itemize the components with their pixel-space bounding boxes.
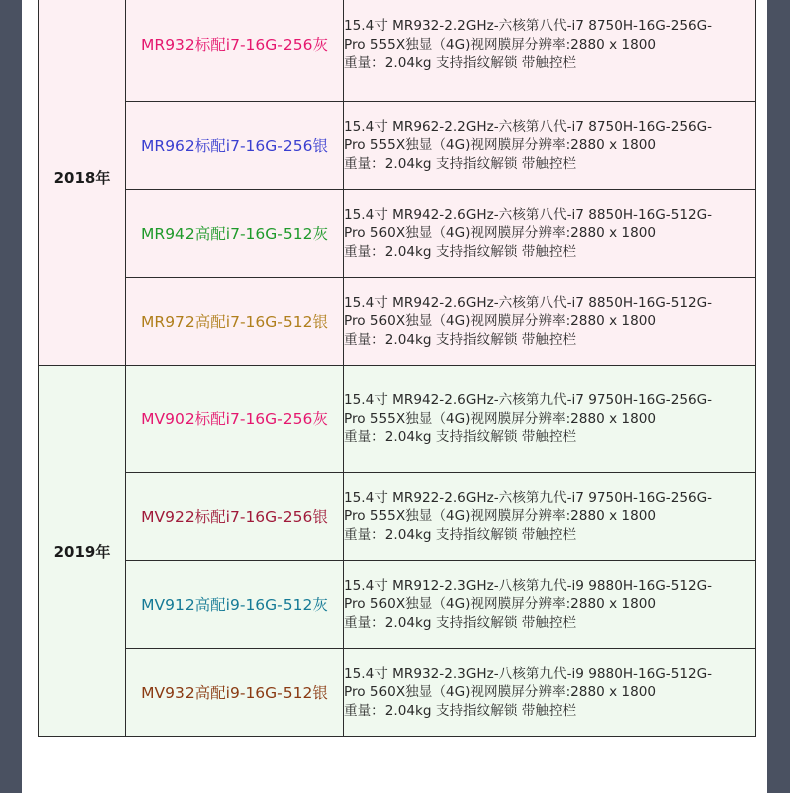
spec-line: 15.4寸 MR922-2.6GHz-六核第九代-i7 9750H-16G-256G-: [344, 489, 713, 506]
table-row: [39, 561, 756, 649]
spec-description: [344, 278, 756, 366]
table-row: [39, 366, 756, 473]
spec-description: [344, 473, 756, 561]
spec-line: 15.4寸 MR942-2.6GHz-六核第九代-i7 9750H-16G-256G-: [344, 392, 713, 409]
spec-line: Pro 555X独显（4G)视网膜屏分辨率:2880 x 1800: [344, 508, 657, 525]
model-name: MV902标配i7-16G-256灰: [126, 366, 344, 473]
spec-line: Pro 555X独显（4G)视网膜屏分辨率:2880 x 1800: [344, 36, 657, 53]
spec-line: 重量：2.04kg 支持指纹解锁 带触控栏: [344, 331, 577, 348]
table-row: [39, 102, 756, 190]
model-name: MR962标配i7-16G-256银: [126, 102, 344, 190]
spec-description: [344, 649, 756, 737]
spec-line: 重量：2.04kg 支持指纹解锁 带触控栏: [344, 243, 577, 260]
spec-description: [344, 0, 756, 102]
model-name: MV922标配i7-16G-256银: [126, 473, 344, 561]
spec-line: Pro 560X独显（4G)视网膜屏分辨率:2880 x 1800: [344, 225, 657, 242]
spec-line: 重量：2.04kg 支持指纹解锁 带触控栏: [344, 702, 577, 719]
spec-description: [344, 102, 756, 190]
spec-line: 15.4寸 MR932-2.3GHz-八核第九代-i9 9880H-16G-512G-: [344, 665, 713, 682]
spec-line: Pro 560X独显（4G)视网膜屏分辨率:2880 x 1800: [344, 596, 657, 613]
model-name: MR972高配i7-16G-512银: [126, 278, 344, 366]
model-name: MV912高配i9-16G-512灰: [126, 561, 344, 649]
table-row: [39, 278, 756, 366]
year-cell: 2018年: [39, 0, 126, 366]
model-name: MR932标配i7-16G-256灰: [126, 0, 344, 102]
product-card: [22, 0, 767, 793]
model-name: MR942高配i7-16G-512灰: [126, 190, 344, 278]
spec-line: Pro 555X独显（4G)视网膜屏分辨率:2880 x 1800: [344, 410, 657, 427]
spec-description: [344, 366, 756, 473]
group-2018: [39, 0, 756, 366]
table-row: [39, 649, 756, 737]
year-cell: 2019年: [39, 366, 126, 737]
spec-line: 15.4寸 MR962-2.2GHz-六核第八代-i7 8750H-16G-256G-: [344, 118, 713, 135]
table-row: [39, 190, 756, 278]
spec-line: 15.4寸 MR942-2.6GHz-六核第八代-i7 8850H-16G-512G-: [344, 206, 713, 223]
spec-line: 重量：2.04kg 支持指纹解锁 带触控栏: [344, 55, 577, 72]
spec-line: Pro 555X独显（4G)视网膜屏分辨率:2880 x 1800: [344, 137, 657, 154]
spec-line: 重量：2.04kg 支持指纹解锁 带触控栏: [344, 155, 577, 172]
spec-table: [38, 0, 756, 737]
spec-line: 重量：2.04kg 支持指纹解锁 带触控栏: [344, 614, 577, 631]
group-2019: [39, 366, 756, 737]
table-row: [39, 0, 756, 102]
spec-line: 重量：2.04kg 支持指纹解锁 带触控栏: [344, 429, 577, 446]
spec-line: Pro 560X独显（4G)视网膜屏分辨率:2880 x 1800: [344, 684, 657, 701]
model-name: MV932高配i9-16G-512银: [126, 649, 344, 737]
spec-description: [344, 561, 756, 649]
spec-line: 重量：2.04kg 支持指纹解锁 带触控栏: [344, 526, 577, 543]
spec-line: 15.4寸 MR942-2.6GHz-六核第八代-i7 8850H-16G-512G-: [344, 294, 713, 311]
table-row: [39, 473, 756, 561]
spec-line: 15.4寸 MR912-2.3GHz-八核第九代-i9 9880H-16G-512G-: [344, 577, 713, 594]
spec-description: [344, 190, 756, 278]
spec-line: 15.4寸 MR932-2.2GHz-六核第八代-i7 8750H-16G-256G-: [344, 18, 713, 35]
spec-line: Pro 560X独显（4G)视网膜屏分辨率:2880 x 1800: [344, 313, 657, 330]
